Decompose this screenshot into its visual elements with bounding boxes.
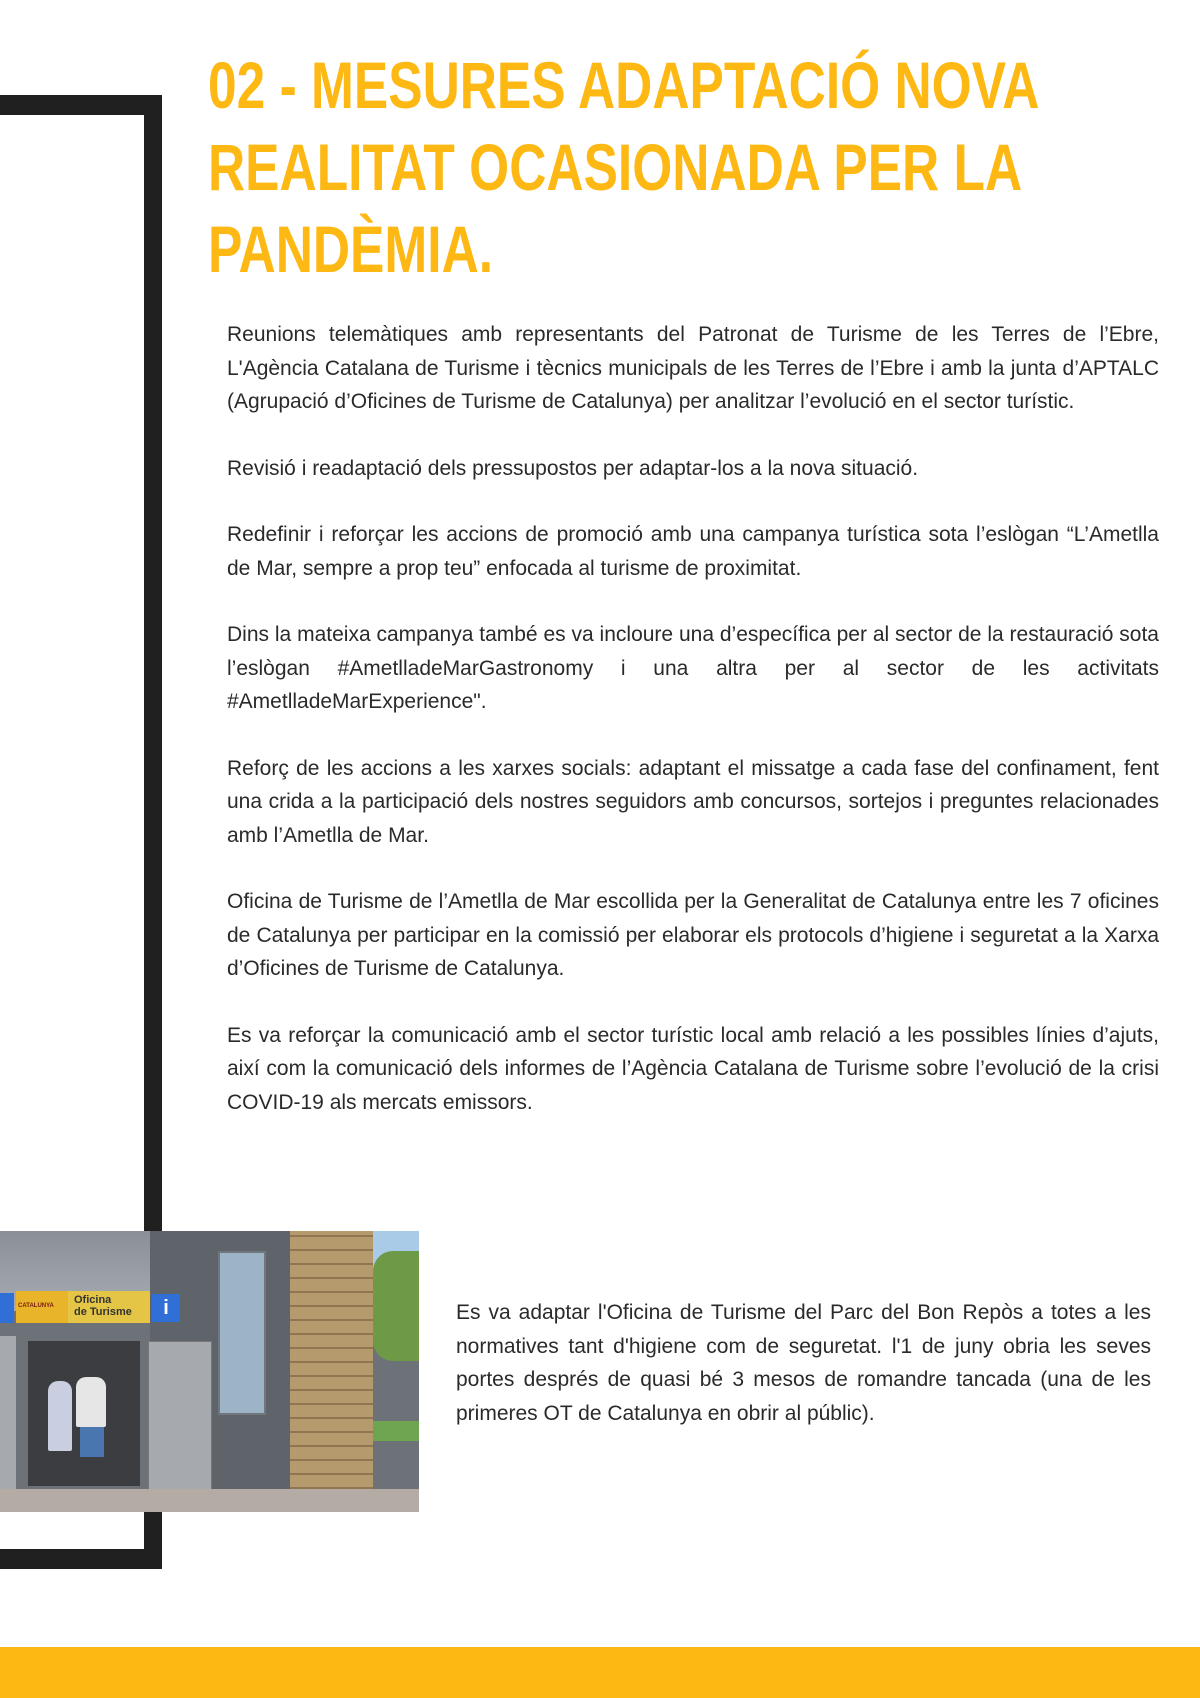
paragraph-office-selected: Oficina de Turisme de l’Ametlla de Mar escollida per la Generalitat de Catalunya entre les 7 oficines de Catalunya per participar en la comissió per elaborar els protocols d’higiene i seguretat a la Xarxa d’Oficines de Turisme de Catalunya. xyxy=(227,890,1159,980)
tourist-office-photo xyxy=(0,1231,419,1512)
photo-door-left xyxy=(0,1336,16,1501)
photo-glass-panel xyxy=(218,1251,266,1415)
photo-info-sign-left xyxy=(0,1293,14,1323)
decorative-frame-bottom xyxy=(0,1549,162,1569)
title-line-3: PANDÈMIA. xyxy=(208,212,494,286)
photo-person xyxy=(76,1377,106,1427)
photo-office-text xyxy=(74,1294,132,1318)
photo-door-right xyxy=(148,1341,212,1498)
footer-band xyxy=(0,1647,1200,1698)
body-text xyxy=(227,318,1159,1152)
photo-tree xyxy=(373,1251,419,1361)
paragraph-communication: Es va reforçar la comunicació amb el sector turístic local amb relació a les possibles línies d’ajuts, així com la comunicació dels informes de l’Agència Catalana de Turisme sobre l’evolució de la crisi COVID-19 als mercats emissors. xyxy=(227,1023,1159,1114)
photo-stone-pillar xyxy=(290,1231,373,1501)
photo-person xyxy=(48,1381,72,1451)
photo-grass xyxy=(373,1421,419,1441)
photo-office-text-line2: de Turisme xyxy=(74,1306,132,1318)
decorative-frame-top xyxy=(0,95,162,115)
photo-catalunya-text: CATALUNYA xyxy=(18,1303,54,1309)
page-title xyxy=(208,44,1040,290)
paragraph-budgets: Revisió i readaptació dels pressupostos per adaptar-los a la nova situació. xyxy=(227,456,919,480)
title-line-1: 02 - MESURES ADAPTACIÓ NOVA xyxy=(208,48,1040,122)
paragraph-promotion: Redefinir i reforçar les accions de promoció amb una campanya turística sota l’eslògan “L’Ametlla de Mar, sempre a prop teu” enfocada al turisme de proximitat. xyxy=(227,523,1159,580)
photo-caption: Es va adaptar l'Oficina de Turisme del Parc del Bon Repòs a totes a les normatives tant d'higiene com de seguretat. l'1 de juny obria les seves portes després de quasi bé 3 mesos de romandre tancada (una de les primeres OT de Catalunya en obrir al públic). xyxy=(456,1301,1151,1425)
title-line-2: REALITAT OCASIONADA PER LA xyxy=(208,130,1023,204)
photo-office-text-line1: Oficina xyxy=(74,1294,112,1306)
paragraph-social-media: Reforç de les accions a les xarxes socials: adaptant el missatge a cada fase del confinament, fent una crida a la participació dels nostres seguidors amb concursos, sortejos i preguntes relacionades amb l’Ametlla de Mar. xyxy=(227,756,1159,847)
info-icon: i xyxy=(152,1294,180,1322)
photo-person-legs xyxy=(80,1427,104,1457)
paragraph-meetings: Reunions telemàtiques amb representants del Patronat de Turisme de les Terres de l’Ebre, L'Agència Catalana de Turisme i tècnics municipals de les Terres de l’Ebre i amb la junta d’APTALC (Agrupació d’Oficines de Turisme de Catalunya) per analitzar l’evolució en el sector turístic. xyxy=(227,323,1159,413)
photo-ground xyxy=(0,1489,419,1512)
paragraph-campaign: Dins la mateixa campanya també es va incloure una d’específica per al sector de la restauració sota l’eslògan #AmetlladeMarGastronomy i una altra per al sector de les activitats #AmetlladeMarExperience". xyxy=(227,623,1159,713)
